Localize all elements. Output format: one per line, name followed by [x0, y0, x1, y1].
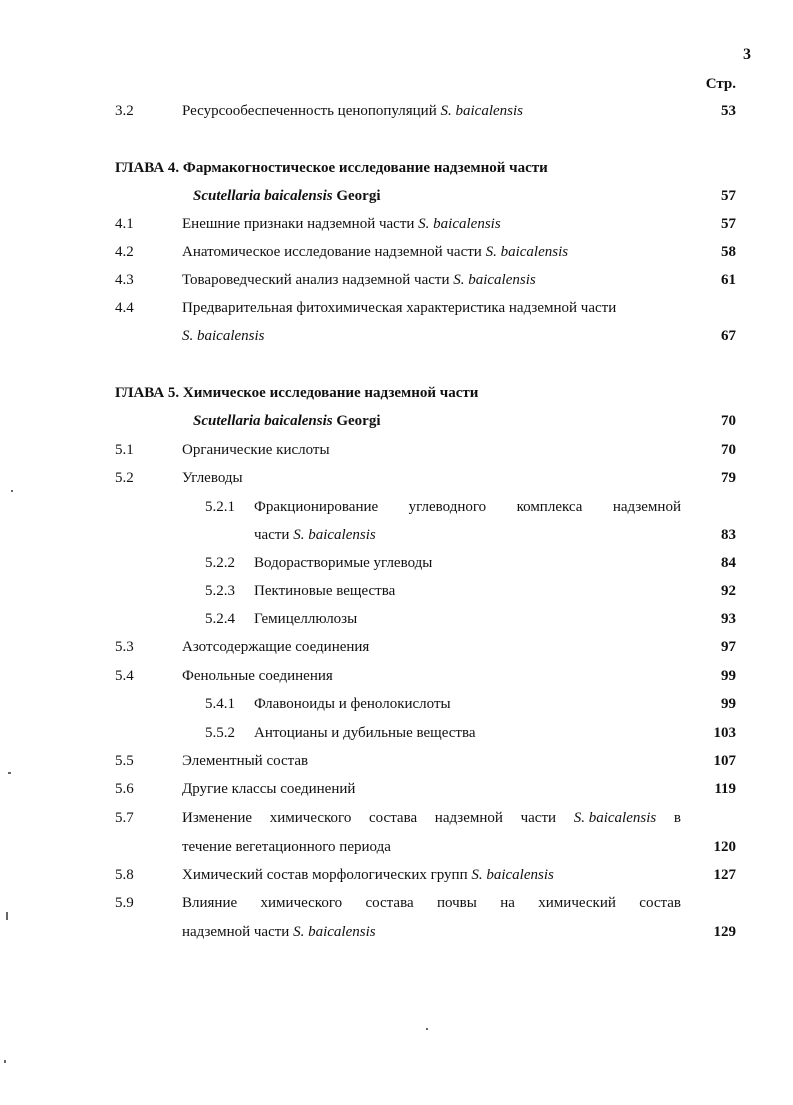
- entry-page: 58: [721, 244, 736, 260]
- entry-title: Химический состав морфологических групп S. baicalensis: [182, 867, 554, 883]
- scan-speck: [4, 1060, 6, 1063]
- entry-title: Антоцианы и дубильные вещества: [254, 725, 476, 741]
- scan-speck: [11, 490, 13, 492]
- chapter-title: ГЛАВА 4. Фармакогностическое исследование надземной части: [115, 160, 548, 176]
- entry-page: 107: [713, 753, 736, 769]
- entry-page: 57: [721, 188, 736, 204]
- entry-number: 5.8: [115, 867, 134, 883]
- entry-number: 4.2: [115, 244, 134, 260]
- entry-number: 5.5: [115, 753, 134, 769]
- entry-title: Водорастворимые углеводы: [254, 555, 433, 571]
- entry-page: 84: [721, 555, 736, 571]
- entry-page: 127: [713, 867, 736, 883]
- entry-title-continuation: надземной части S. baicalensis: [182, 924, 376, 940]
- entry-page: 129: [713, 924, 736, 940]
- entry-number: 5.6: [115, 781, 134, 797]
- entry-number: 5.2.2: [205, 555, 235, 571]
- entry-page: 97: [721, 639, 736, 655]
- entry-title-continuation: S. baicalensis: [182, 328, 265, 344]
- entry-title-continuation: части S. baicalensis: [254, 527, 376, 543]
- entry-number: 5.4.1: [205, 696, 235, 712]
- entry-page: 103: [713, 725, 736, 741]
- entry-page: 120: [713, 839, 736, 855]
- entry-number: 5.3: [115, 639, 134, 655]
- entry-page: 99: [721, 668, 736, 684]
- entry-number: 5.9: [115, 895, 134, 911]
- entry-title-continuation: течение вегетационного периода: [182, 839, 391, 855]
- entry-title: Флавоноиды и фенолокислоты: [254, 696, 451, 712]
- entry-title: Фенольные соединения: [182, 668, 333, 684]
- chapter-title: ГЛАВА 5. Химическое исследование надземной части: [115, 385, 479, 401]
- entry-title: Фракционирование углеводного комплекса надземной: [254, 499, 681, 515]
- scan-speck: [426, 1028, 428, 1030]
- entry-page: 119: [714, 781, 736, 797]
- entry-page: 70: [721, 413, 736, 429]
- entry-number: 5.2.1: [205, 499, 235, 515]
- entry-title: Гемицеллюлозы: [254, 611, 358, 627]
- chapter-subtitle: Scutellaria baicalensis Georgi: [193, 188, 381, 204]
- entry-page: 92: [721, 583, 736, 599]
- entry-title: Другие классы соединений: [182, 781, 356, 797]
- entry-page: 53: [721, 103, 736, 119]
- page-number: 3: [743, 46, 751, 63]
- entry-number: 5.2.4: [205, 611, 235, 627]
- entry-page: 79: [721, 470, 736, 486]
- entry-title: Органические кислоты: [182, 442, 330, 458]
- entry-number: 5.7: [115, 810, 134, 826]
- entry-number: 5.2.3: [205, 583, 235, 599]
- entry-page: 70: [721, 442, 736, 458]
- entry-page: 99: [721, 696, 736, 712]
- entry-page: 67: [721, 328, 736, 344]
- entry-number: 4.1: [115, 216, 134, 232]
- entry-number: 5.5.2: [205, 725, 235, 741]
- entry-title: Енешние признаки надземной части S. baicalensis: [182, 216, 501, 232]
- entry-page: 93: [721, 611, 736, 627]
- entry-title: Изменение химического состава надземной части S. baicalensis в: [182, 810, 681, 826]
- entry-number: 5.4: [115, 668, 134, 684]
- entry-number: 4.3: [115, 272, 134, 288]
- entry-page: 83: [721, 527, 736, 543]
- entry-page: 61: [721, 272, 736, 288]
- entry-title: Ресурсообеспеченность ценопопуляций S. baicalensis: [182, 103, 523, 119]
- scan-speck: [8, 772, 11, 774]
- entry-title: Предварительная фитохимическая характеристика надземной части: [182, 300, 617, 316]
- entry-title: Пектиновые вещества: [254, 583, 396, 599]
- entry-number: 5.2: [115, 470, 134, 486]
- entry-title: Элементный состав: [182, 753, 309, 769]
- entry-title: Анатомическое исследование надземной части S. baicalensis: [182, 244, 569, 260]
- entry-number: 5.1: [115, 442, 134, 458]
- entry-number: 4.4: [115, 300, 134, 316]
- entry-number: 3.2: [115, 103, 134, 119]
- entry-title: Товароведческий анализ надземной части S. baicalensis: [182, 272, 536, 288]
- entry-title: Углеводы: [182, 470, 243, 486]
- scan-speck: [6, 912, 8, 920]
- entry-title: Азотсодержащие соединения: [182, 639, 370, 655]
- entry-title: Влияние химического состава почвы на химический состав: [182, 895, 681, 911]
- entry-page: 57: [721, 216, 736, 232]
- chapter-subtitle: Scutellaria baicalensis Georgi: [193, 413, 381, 429]
- pages-column-header: Стр.: [705, 76, 736, 92]
